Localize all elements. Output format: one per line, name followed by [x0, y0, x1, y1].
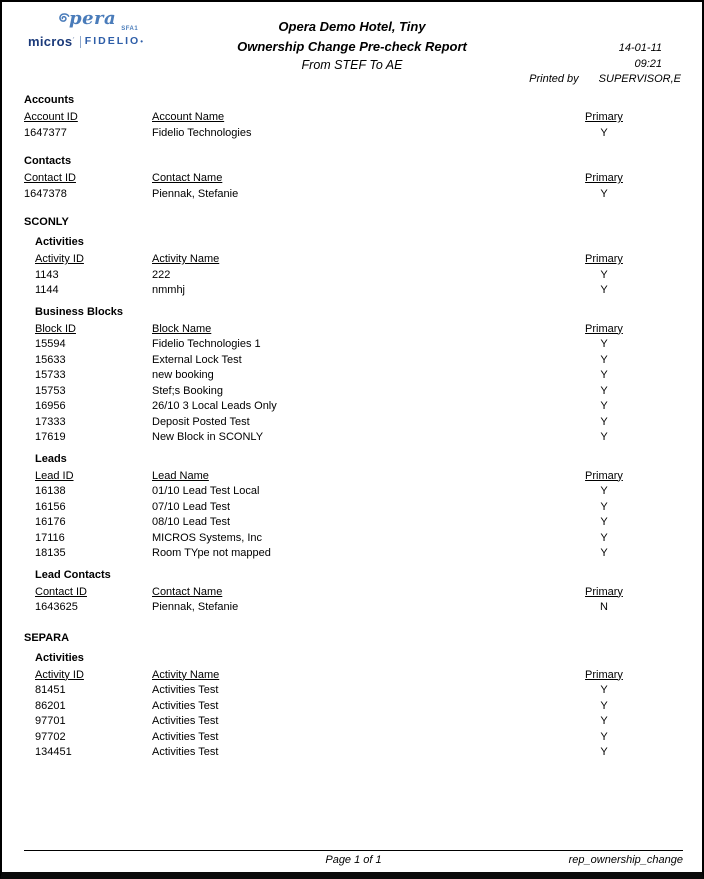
table-row — [35, 415, 680, 431]
column-header-label: Primary — [585, 322, 623, 335]
table-cell: Y — [600, 531, 608, 544]
column-header-contact-id — [35, 585, 152, 601]
column-header-lead-name — [152, 469, 554, 485]
table-activities — [24, 234, 680, 299]
column-header-label: Contact ID — [24, 172, 76, 184]
table-cell: 17116 — [35, 531, 65, 544]
column-header-label: Block ID — [35, 322, 76, 335]
table-cell: Deposit Posted Test — [152, 415, 250, 428]
table-leads — [24, 451, 680, 562]
report-time: 09:21 — [634, 57, 662, 70]
column-header-label: Primary — [585, 668, 623, 681]
table-cell: 16138 — [35, 485, 66, 497]
table-cell: Y — [600, 715, 608, 727]
table-header-row — [24, 171, 680, 187]
table-cell: Y — [600, 699, 608, 712]
column-header-primary — [554, 668, 654, 684]
table-row — [35, 283, 680, 299]
table-cell: 18135 — [35, 547, 66, 559]
column-header-block-id — [35, 322, 152, 338]
table-cell: Y — [600, 415, 608, 428]
table-cell: 222 — [152, 268, 171, 281]
table-cell: 1143 — [35, 268, 59, 281]
table-title-business-blocks: Business Blocks — [35, 305, 124, 318]
table-cell: 07/10 Lead Test — [152, 500, 231, 513]
fidelio-wordmark: FIDELIO — [84, 35, 141, 48]
table-cell: New Block in SCONLY — [152, 431, 264, 443]
table-row — [35, 337, 680, 353]
column-header-activity-id — [35, 668, 152, 684]
table-cell: 1647378 — [24, 187, 67, 200]
table-cell: Y — [600, 187, 608, 200]
table-cell: 01/10 Lead Test Local — [152, 485, 260, 497]
table-cell: 1643625 — [35, 601, 78, 613]
table-cell: Activities Test — [152, 730, 219, 743]
column-header-label: Contact ID — [35, 585, 87, 598]
report-code: rep_ownership_change — [568, 854, 683, 866]
table-header-row — [35, 322, 680, 338]
table-cell: Room TYpe not mapped — [152, 547, 271, 559]
table-row — [24, 126, 680, 142]
column-header-label: Primary — [585, 585, 623, 598]
table-header-row — [35, 585, 680, 601]
table-row — [35, 484, 680, 500]
table-cell: Y — [600, 730, 608, 743]
table-cell: Y — [600, 500, 608, 513]
table-contacts — [24, 153, 680, 202]
table-accounts — [24, 92, 680, 141]
table-cell: 16156 — [35, 500, 66, 513]
table-row — [35, 515, 680, 531]
table-cell: Stef;s Booking — [152, 384, 223, 397]
table-cell: Activities Test — [152, 746, 219, 758]
column-header-label: Primary — [585, 111, 623, 123]
printed-by-label: Printed by — [529, 73, 579, 85]
column-header-primary — [554, 252, 654, 268]
table-header-row — [35, 469, 680, 485]
table-row — [35, 368, 680, 384]
page-number: Page 1 of 1 — [325, 854, 382, 866]
table-cell: 17333 — [35, 415, 66, 428]
table-cell: Fidelio Technologies — [152, 126, 252, 139]
column-header-label: Primary — [585, 253, 623, 265]
table-cell: Y — [600, 384, 608, 397]
column-header-account-name — [152, 110, 554, 126]
table-cell: Y — [600, 338, 608, 350]
column-header-contact-id — [24, 171, 152, 187]
column-header-label: Lead Name — [152, 469, 209, 482]
column-header-label: Contact Name — [152, 172, 223, 184]
table-cell: 97702 — [35, 730, 66, 743]
column-header-label: Activity ID — [35, 253, 84, 265]
table-row — [35, 399, 680, 415]
group-title-separa: SEPARA — [24, 631, 70, 644]
table-cell: Y — [600, 126, 608, 139]
table-row — [35, 600, 680, 616]
column-header-lead-id — [35, 469, 152, 485]
column-header-contact-name — [152, 585, 554, 601]
micros-trademark: ´ — [72, 38, 75, 45]
table-title-leads: Leads — [35, 452, 67, 465]
table-lead-contacts — [24, 567, 680, 616]
column-header-contact-name — [152, 171, 554, 187]
table-activities — [24, 650, 680, 761]
footer-row — [24, 851, 683, 866]
table-cell: Activities Test — [152, 715, 219, 727]
micros-wordmark: micros — [28, 34, 73, 49]
table-business-blocks — [24, 304, 680, 446]
group-sconly — [24, 214, 680, 616]
table-row — [35, 683, 680, 699]
table-cell: External Lock Test — [152, 353, 242, 366]
column-header-label: Contact Name — [152, 585, 223, 598]
table-cell: Piennak, Stefanie — [152, 187, 239, 200]
table-title-activities: Activities — [35, 236, 84, 248]
report-title: Ownership Change Pre-check Report — [237, 38, 467, 54]
column-header-label: Account Name — [152, 111, 225, 123]
opera-sfa-label: SFA1 — [121, 26, 139, 32]
table-cell: 15633 — [35, 353, 66, 366]
table-cell: Y — [600, 516, 608, 528]
table-row — [35, 699, 680, 715]
table-cell: Y — [600, 369, 608, 381]
report-meta — [529, 41, 681, 88]
column-header-label: Account ID — [24, 111, 78, 123]
table-title-contacts: Contacts — [24, 155, 72, 167]
table-cell: Y — [600, 400, 608, 412]
table-cell: Y — [600, 284, 608, 296]
table-cell: 15753 — [35, 384, 66, 397]
column-header-activity-name — [152, 252, 554, 268]
table-cell: 15594 — [35, 338, 66, 350]
table-cell: Y — [600, 353, 608, 366]
table-cell: 16176 — [35, 516, 66, 528]
table-cell: 97701 — [35, 715, 66, 727]
table-row — [35, 268, 680, 284]
column-header-activity-name — [152, 668, 554, 684]
table-cell: Piennak, Stefanie — [152, 601, 239, 613]
table-cell: nmmhj — [152, 284, 186, 296]
column-header-primary — [554, 171, 654, 187]
printed-by-value: SUPERVISOR,E — [598, 73, 681, 85]
table-cell: 1144 — [35, 284, 59, 296]
column-header-label: Primary — [585, 172, 623, 184]
table-header-row — [24, 110, 680, 126]
table-cell: Y — [600, 746, 608, 758]
group-title-sconly: SCONLY — [24, 216, 69, 228]
column-header-label: Activity Name — [152, 668, 220, 681]
table-cell: MICROS Systems, Inc — [152, 531, 263, 544]
table-header-row — [35, 252, 680, 268]
column-header-label: Block Name — [152, 322, 212, 335]
table-cell: 81451 — [35, 684, 66, 696]
column-header-account-id — [24, 110, 152, 126]
table-cell: 1647377 — [24, 126, 67, 139]
table-cell: 15733 — [35, 369, 66, 381]
table-cell: Fidelio Technologies 1 — [152, 338, 261, 350]
opera-wordmark: pera — [69, 8, 117, 29]
table-cell: 26/10 3 Local Leads Only — [152, 400, 277, 412]
table-row — [35, 745, 680, 761]
table-cell: N — [600, 601, 608, 613]
table-cell: Y — [600, 431, 608, 443]
table-cell: Y — [600, 268, 608, 281]
table-title-accounts: Accounts — [24, 94, 75, 106]
table-row — [35, 546, 680, 562]
column-header-primary — [554, 585, 654, 601]
table-cell: Activities Test — [152, 684, 219, 696]
column-header-primary — [554, 322, 654, 338]
column-header-primary — [554, 469, 654, 485]
report-sections — [2, 92, 702, 775]
table-cell: Activities Test — [152, 699, 219, 712]
fidelio-trademark: • — [140, 36, 144, 46]
table-row — [35, 353, 680, 369]
table-row — [35, 384, 680, 400]
hotel-name: Opera Demo Hotel, Tiny — [278, 19, 426, 34]
table-row — [35, 730, 680, 746]
table-cell: Y — [600, 485, 608, 497]
column-header-activity-id — [35, 252, 152, 268]
table-row — [35, 531, 680, 547]
table-header-row — [35, 668, 680, 684]
column-header-label: Activity Name — [152, 253, 220, 265]
table-row — [24, 187, 680, 203]
table-row — [35, 430, 680, 446]
table-cell: Y — [600, 547, 608, 559]
table-row — [35, 500, 680, 516]
table-title-activities: Activities — [35, 651, 84, 664]
table-row — [35, 714, 680, 730]
column-header-label: Primary — [585, 469, 623, 482]
table-cell: 08/10 Lead Test — [152, 516, 231, 528]
table-cell: 86201 — [35, 699, 66, 712]
table-cell: 16956 — [35, 400, 66, 412]
table-cell: 134451 — [35, 746, 72, 758]
table-cell: new booking — [152, 369, 214, 381]
printed-by-row — [529, 72, 681, 88]
table-cell: 17619 — [35, 431, 66, 443]
group-separa — [24, 630, 680, 761]
column-header-label: Lead ID — [35, 469, 74, 482]
table-cell: Y — [600, 684, 608, 696]
report-date: 14-01-11 — [618, 42, 662, 54]
table-title-lead-contacts: Lead Contacts — [35, 568, 111, 581]
report-footer — [24, 850, 683, 866]
report-subtitle: From STEF To AE — [301, 58, 403, 72]
column-header-block-name — [152, 322, 554, 338]
column-header-primary — [554, 110, 654, 126]
column-header-label: Activity ID — [35, 668, 84, 681]
